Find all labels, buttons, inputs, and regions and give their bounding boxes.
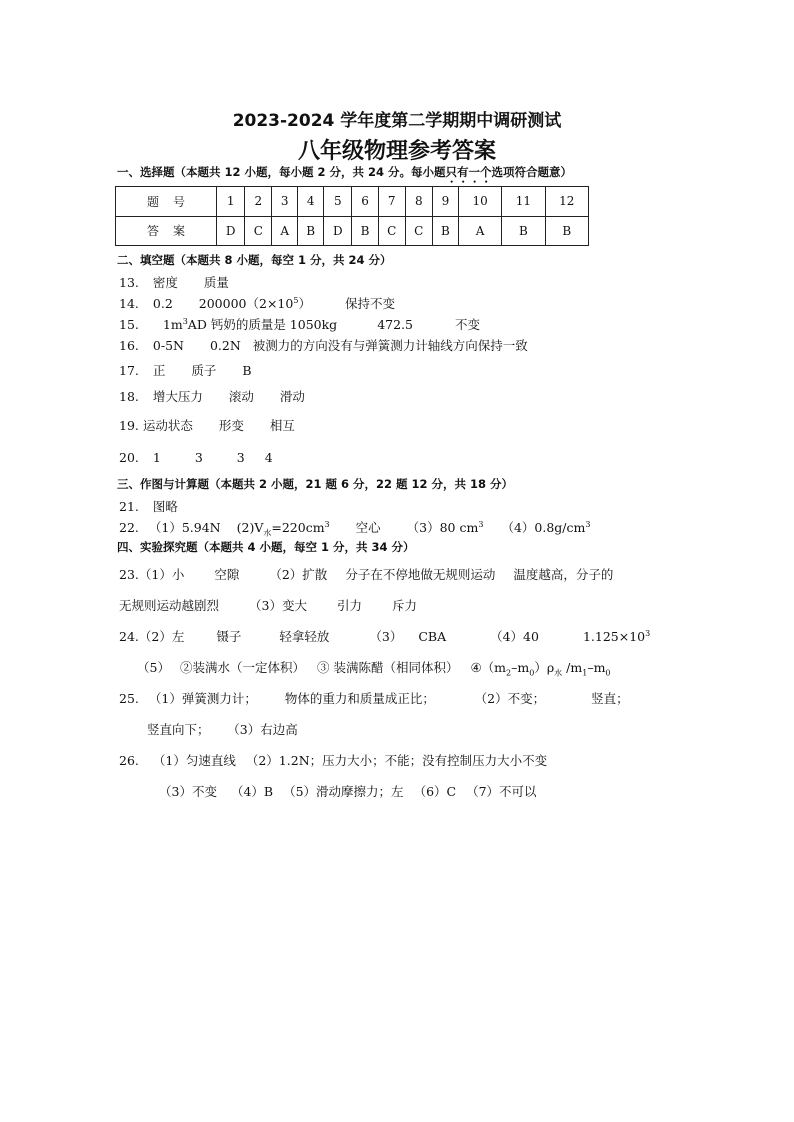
table-cell: 6 [352, 187, 378, 217]
page-title: 2023-2024 学年度第二学期期中调研测试 [232, 111, 562, 131]
table-cell: C [405, 216, 432, 246]
answer-line-15: 15. $1m^3AD$ 钙奶的质量是 1050kg 472.5 不变 [119, 316, 480, 332]
table-cell: C [378, 216, 405, 246]
answer-line-14: 14. 0.2 $200000(2\times 10^5)$ 保持不变 [119, 295, 395, 311]
table-cell: D [324, 216, 352, 246]
section3-heading: 三、作图与计算题（本题共 2 小题，21 题 6 分，22 题 12 分，共 18 分） [117, 477, 514, 491]
section1-heading: 一、选择题（本题共 12 小题，每小题 2 分，共 24 分。每小题只有一个选项符合题意） [117, 165, 573, 179]
answer-line-19: 19. 运动状态 形变 相互 [119, 418, 295, 433]
table-cell: C [245, 216, 272, 246]
table-cell: A [272, 216, 298, 246]
table-cell: 8 [405, 187, 432, 217]
table-cell: 5 [324, 187, 352, 217]
row-label-answer: 答案 [116, 216, 217, 246]
table-cell: B [502, 216, 545, 246]
table-cell: D [217, 216, 245, 246]
table-cell: 10 [458, 187, 501, 217]
answer-line-26a: 26. （1）匀速直线 （2）1.2N；压力大小；不能；没有控制压力大小不变 [119, 753, 548, 768]
section4-heading: 四、实验探究题（本题共 4 小题，每空 1 分，共 34 分） [117, 540, 415, 554]
table-cell: 1 [217, 187, 245, 217]
table-cell: B [432, 216, 458, 246]
table-cell: 2 [245, 187, 272, 217]
answer-line-20: 20. 1 3 3 4 [119, 450, 273, 465]
answer-line-26b: （3）不变 （4）B （5）滑动摩擦力；左 （6）C （7）不可以 [159, 784, 537, 799]
table-cell: 11 [502, 187, 545, 217]
answer-line-22: 22. （1）5.94N $(2)V_水=220cm^3$ 空心 （3）80 $cm^3$ $(4)0.8g/cm^3$ [119, 519, 591, 538]
answer-line-25b: 竖直向下； （3）右边高 [147, 722, 298, 737]
table-cell: B [352, 216, 378, 246]
answer-table [115, 186, 589, 246]
answer-line-23a: 23.（1）小 空隙 （2）扩散 分子在不停地做无规则运动 温度越高，分子的 [119, 567, 614, 582]
answer-line-16: 16. 0-5N 0.2N 被测力的方向没有与弹簧测力计轴线方向保持一致 [119, 338, 528, 353]
answer-line-17: 17. 正 质子 B [119, 363, 252, 378]
answer-line-25a: 25. （1）弹簧测力计； 物体的重力和质量成正比； （2）不变； 竖直； [119, 691, 629, 706]
table-row [116, 187, 589, 217]
table-cell: 4 [298, 187, 324, 217]
answer-line-13: 13. 密度 质量 [119, 275, 229, 290]
answer-line-21: 21. 图略 [119, 499, 178, 514]
page-subtitle: 八年级物理参考答案 [297, 138, 496, 164]
answer-line-24b: （5） ②装满水（一定体积） ③ 装满陈醋（相同体积） $④(m_2-m_0)\rho_水$ $/m_1-m_0$ [137, 660, 611, 678]
table-row [116, 216, 589, 246]
table-cell: 7 [378, 187, 405, 217]
table-cell: A [458, 216, 501, 246]
row-label-question: 题号 [116, 187, 217, 217]
table-cell: 3 [272, 187, 298, 217]
table-cell: B [298, 216, 324, 246]
answer-line-18: 18. 增大压力 滚动 滑动 [119, 389, 305, 404]
table-cell: B [545, 216, 588, 246]
answer-line-24a: 24.（2）左 镊子 轻拿轻放 （3） CBA （4）40 $1.125\times 10^3$ [119, 628, 651, 644]
table-cell: 12 [545, 187, 588, 217]
section2-heading: 二、填空题（本题共 8 小题，每空 1 分，共 24 分） [117, 253, 392, 267]
table-cell: 9 [432, 187, 458, 217]
answer-line-23b: 无规则运动越剧烈 （3）变大 引力 斥力 [119, 598, 417, 613]
